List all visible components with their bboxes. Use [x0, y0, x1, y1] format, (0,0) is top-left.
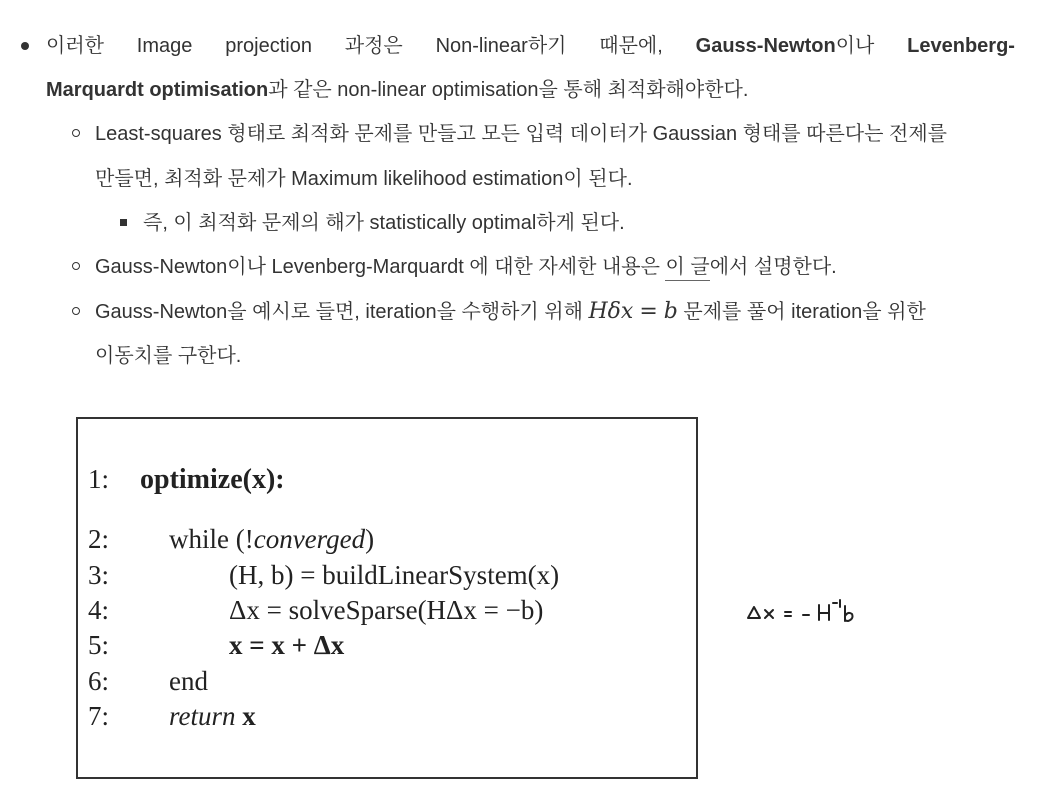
item1-text: 과 같은 non-linear optimisation을 통해 최적화해야한다. [268, 79, 749, 101]
item1-word: 이러한 [46, 35, 104, 57]
algorithm-figure [76, 417, 698, 779]
sub3-line2: 이동치를 구한다. [95, 345, 242, 367]
algo-line-6 [88, 665, 208, 697]
item1-term [696, 33, 875, 59]
item1-line2 [46, 77, 748, 103]
article-link[interactable]: 이 글 [665, 256, 709, 281]
bullet-square-icon [120, 219, 127, 226]
item1-word: 이나 [835, 35, 875, 57]
algo-keyword: end [169, 666, 208, 696]
algo-line-number: 6: [88, 666, 110, 696]
algo-line-number: 1: [88, 464, 110, 494]
algo-line-7 [88, 700, 256, 732]
algo-line-3 [88, 559, 559, 591]
sub3-text: 문제를 풀어 iteration을 위한 [677, 301, 926, 323]
item1-bold-term: Levenberg- [907, 35, 1015, 57]
item1-bold-term: Marquardt optimisation [46, 79, 269, 101]
item1-word: Image [136, 35, 193, 57]
bullet-circle-icon [72, 129, 80, 137]
sub2-text: Gauss-Newton이나 Levenberg-Marquardt 에 대한 자세한 내용은 [95, 256, 666, 278]
algo-line-number: 5: [88, 630, 110, 660]
sub2-line [95, 254, 837, 280]
algo-line-4 [88, 594, 543, 626]
item1-word: 때문에, [599, 35, 663, 57]
sub2-text: 에서 설명한다. [709, 256, 837, 278]
algo-line-1 [88, 463, 285, 496]
math-rhs: b [663, 299, 678, 324]
math-equals: = [639, 299, 658, 324]
algo-line-number: 7: [88, 701, 110, 731]
inline-math [588, 299, 677, 324]
bullet-circle-icon [72, 262, 80, 270]
sub1-child: 즉, 이 최적화 문제의 해가 statistically optimal하게 된다. [143, 212, 625, 234]
algo-line-number: 4: [88, 595, 110, 625]
item1-word: 과정은 [344, 35, 403, 57]
algo-keyword: return [169, 701, 236, 731]
bullet-circle-icon [72, 307, 80, 315]
algo-keyword: while (! [169, 524, 254, 554]
sub3-text: Gauss-Newton을 예시로 들면, iteration을 수행하기 위해 [95, 301, 589, 323]
sub1-line1: Least-squares 형태로 최적화 문제를 만들고 모든 입력 데이터가 Gaussian 형태를 따른다는 전제를 [95, 123, 947, 145]
bullet-disc-icon [21, 42, 29, 50]
handwritten-note [745, 596, 895, 630]
sub1-line2: 만들면, 최적화 문제가 Maximum likelihood estimation이 된다. [95, 168, 633, 190]
math-lhs: Hδx [588, 299, 634, 324]
algo-statement: (H, b) = buildLinearSystem(x) [229, 560, 560, 590]
algo-line-5 [88, 629, 344, 661]
algo-variable: x [242, 701, 256, 731]
algo-line-number: 3: [88, 560, 110, 590]
algo-paren: ) [365, 524, 375, 554]
item1-word: projection [225, 35, 312, 57]
algo-statement: x = x + Δx [229, 630, 345, 660]
item1-word: Non-linear하기 [435, 35, 567, 57]
algo-function-header: optimize(x): [140, 464, 285, 495]
sub3-line1 [95, 299, 926, 325]
algo-line-2 [88, 523, 374, 555]
item1-line1 [46, 33, 1015, 59]
algo-variable: converged [253, 524, 366, 554]
algo-line-number: 2: [88, 524, 110, 554]
item1-bold-term: Gauss-Newton [695, 35, 836, 57]
algo-statement: Δx = solveSparse(HΔx = −b) [229, 595, 544, 625]
